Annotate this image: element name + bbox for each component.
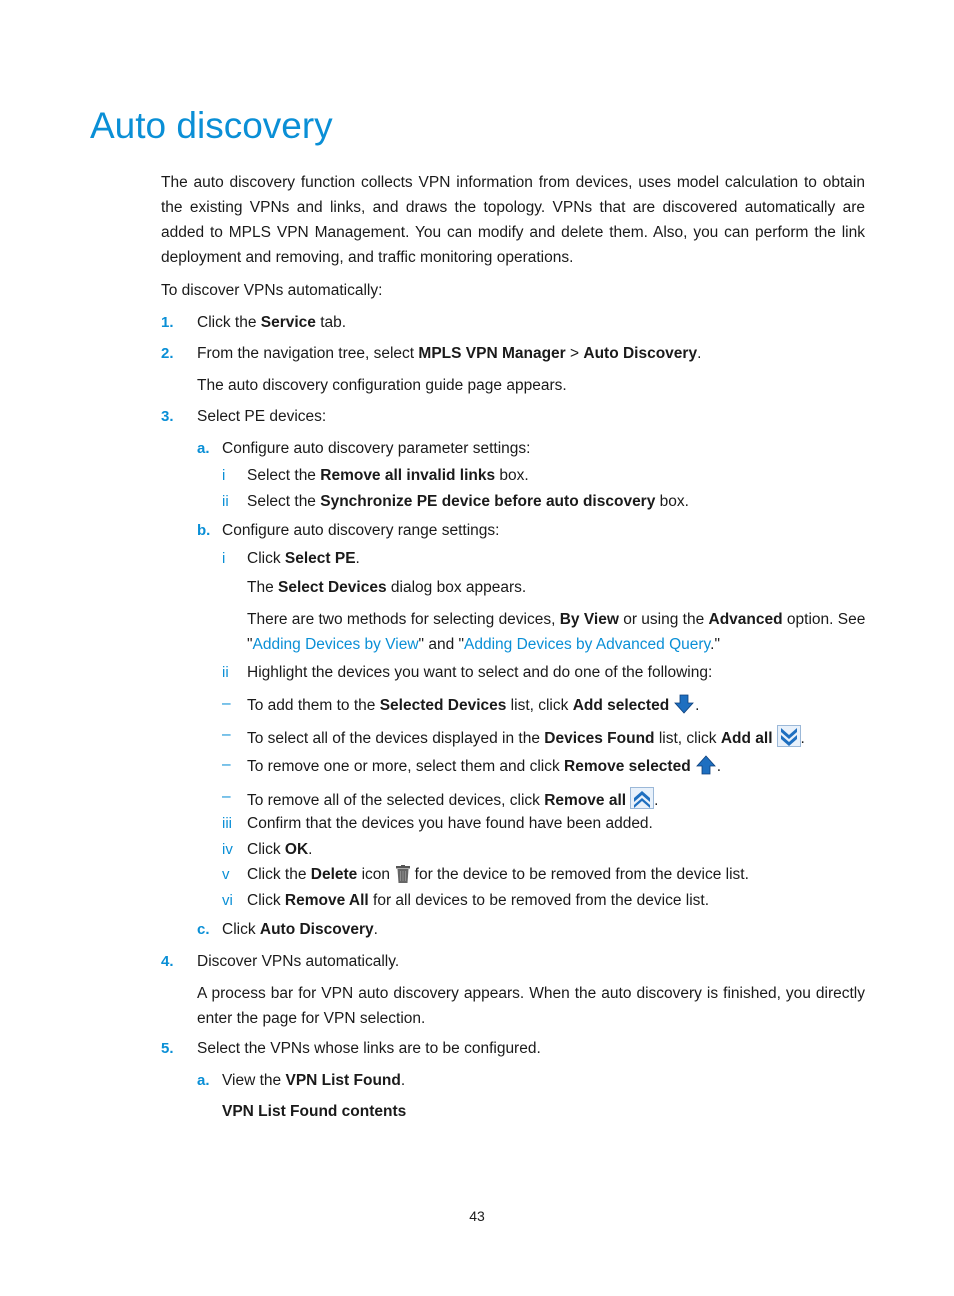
- page-number: 43: [469, 1208, 485, 1224]
- step-number: 5.: [161, 1040, 174, 1057]
- arrow-down-icon: [673, 694, 695, 720]
- trash-icon: [396, 865, 410, 889]
- step-1: Click the Service tab.: [197, 314, 347, 331]
- substep-3a-i: Select the Remove all invalid links box.: [247, 467, 529, 484]
- lead-text: To discover VPNs automatically:: [161, 282, 383, 299]
- roman-number: ii: [222, 664, 229, 681]
- step-4: Discover VPNs automatically.: [197, 953, 400, 970]
- roman-number: iv: [222, 841, 233, 858]
- step-2-note: The auto discovery configuration guide page appears.: [197, 377, 567, 394]
- dash-bullet: –: [222, 695, 231, 712]
- roman-number: iii: [222, 815, 232, 832]
- step-5: Select the VPNs whose links are to be configured.: [197, 1040, 541, 1057]
- link-adding-devices-by-advanced-query[interactable]: Adding Devices by Advanced Query: [464, 636, 711, 653]
- substep-letter: a.: [197, 1072, 210, 1089]
- dash-bullet: –: [222, 788, 231, 805]
- step-3: Select PE devices:: [197, 408, 327, 425]
- substep-3b: Configure auto discovery range settings:: [222, 522, 500, 539]
- dash-bullet: –: [222, 756, 231, 773]
- substep-letter: c.: [197, 921, 210, 938]
- intro-paragraph: The auto discovery function collects VPN information from devices, uses model calculation to obtain the existing VPNs and links, and draws the topology. VPNs that are discovered automatically are added to MPLS VPN Management. You can modify and delete them. Also, you can perform the link deployment and removing, and traffic monitoring operations.: [161, 174, 865, 266]
- substep-letter: a.: [197, 440, 210, 457]
- double-arrow-up-icon: [630, 787, 654, 815]
- step-2: From the navigation tree, select MPLS VPN Manager > Auto Discovery.: [197, 345, 702, 362]
- step-number: 2.: [161, 345, 174, 362]
- substep-letter: b.: [197, 522, 211, 539]
- step-number: 1.: [161, 314, 174, 331]
- dash-item-add-all: To select all of the devices displayed in the Devices Found list, click Add all .: [247, 725, 805, 753]
- methods-note-line2: "Adding Devices by View" and "Adding Devices by Advanced Query.": [247, 636, 720, 653]
- dash-item-add-selected: To add them to the Selected Devices list, click Add selected .: [247, 694, 699, 720]
- substep-3a-ii: Select the Synchronize PE device before auto discovery box.: [247, 493, 689, 510]
- substep-3b-i: Click Select PE.: [247, 550, 360, 567]
- substep-3b-v: Click the Delete icon for the device to be removed from the device list.: [247, 865, 749, 889]
- step-4-note: A process bar for VPN auto discovery appears. When the auto discovery is finished, you directly enter the page for VPN selection.: [197, 985, 865, 1027]
- double-arrow-down-icon: [777, 725, 801, 753]
- link-adding-devices-by-view[interactable]: Adding Devices by View: [252, 636, 419, 653]
- step-number: 3.: [161, 408, 174, 425]
- substep-3b-iii: Confirm that the devices you have found have been added.: [247, 815, 653, 832]
- substep-3b-ii: Highlight the devices you want to select and do one of the following:: [247, 664, 713, 681]
- table-caption: VPN List Found contents: [222, 1103, 407, 1120]
- step-number: 4.: [161, 953, 174, 970]
- roman-number: vi: [222, 892, 233, 909]
- roman-number: ii: [222, 493, 229, 510]
- dash-item-remove-selected: To remove one or more, select them and click Remove selected .: [247, 755, 721, 781]
- substep-3a: Configure auto discovery parameter settings:: [222, 440, 531, 457]
- roman-number: v: [222, 866, 230, 883]
- substep-3c: Click Auto Discovery.: [222, 921, 378, 938]
- arrow-up-icon: [695, 755, 717, 781]
- page-title: Auto discovery: [90, 105, 333, 146]
- roman-number: i: [222, 467, 226, 484]
- substep-5a: View the VPN List Found.: [222, 1072, 406, 1089]
- dash-item-remove-all: To remove all of the selected devices, click Remove all .: [247, 787, 658, 815]
- dash-bullet: –: [222, 726, 231, 743]
- substep-3b-iv: Click OK.: [247, 841, 313, 858]
- roman-number: i: [222, 550, 226, 567]
- substep-3b-vi: Click Remove All for all devices to be removed from the device list.: [247, 892, 710, 909]
- methods-note-line1: There are two methods for selecting devices, By View or using the Advanced option. See: [247, 611, 866, 628]
- substep-3b-i-note: The Select Devices dialog box appears.: [247, 579, 527, 596]
